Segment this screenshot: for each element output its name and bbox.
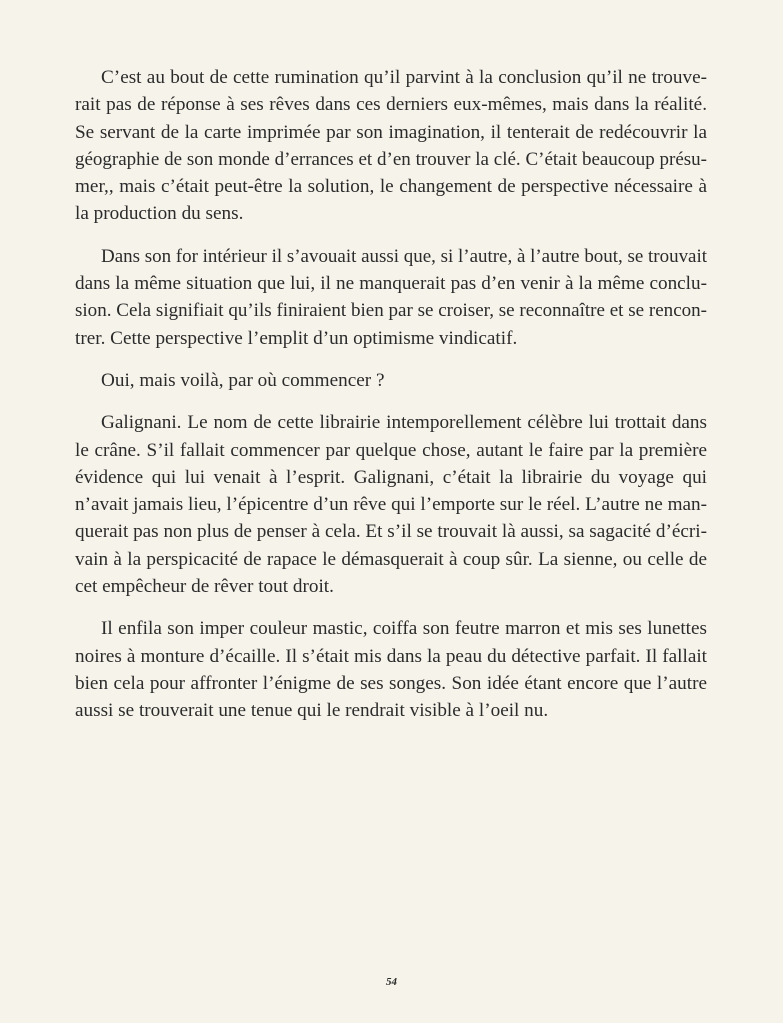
text-line: la production du sens. <box>75 203 244 225</box>
text-line: sion. Cela signifiait qu’ils finiraient bien par se croiser, se reconnaître et se rencon- <box>75 300 707 322</box>
text-line: dans la même situation que lui, il ne manquerait pas d’en venir à la même conclu- <box>75 273 707 295</box>
text-line: Oui, mais voilà, par où commencer ? <box>101 369 385 391</box>
paragraph-3 <box>75 367 707 394</box>
text-line: Il enfila son imper couleur mastic, coiffa son feutre marron et mis ses lunettes <box>101 618 707 640</box>
text-line: Se servant de la carte imprimée par son imagination, il tenterait de redécouvrir la <box>75 121 707 143</box>
text-line: Galignani. Le nom de cette librairie intemporellement célèbre lui trottait dans <box>101 412 707 434</box>
text-line: aussi se trouverait une tenue qui le rendrait visible à l’oeil nu. <box>75 700 549 722</box>
text-line: C’est au bout de cette rumination qu’il parvint à la conclusion qu’il ne trouve- <box>101 67 707 88</box>
text-line: Dans son for intérieur il s’avouait aussi que, si l’autre, à l’autre bout, se trouvait <box>101 245 707 267</box>
text-line: vain à la perspicacité de rapace le démasquerait à coup sûr. La sienne, ou celle de <box>75 548 707 570</box>
text-line: le crâne. S’il fallait commencer par quelque chose, autant le faire par la première <box>75 439 707 461</box>
text-line: évidence qui lui venait à l’esprit. Galignani, c’était la librairie du voyage qui <box>75 466 707 488</box>
text-line: n’avait jamais lieu, l’épicentre d’un rêve qui l’emporte sur le réel. L’autre ne man- <box>75 494 707 516</box>
paragraph-4 <box>75 409 707 600</box>
text-line: cet empêcheur de rêver tout droit. <box>75 576 334 598</box>
text-line: rait pas de réponse à ses rêves dans ces derniers eux-mêmes, mais dans la réalité. <box>75 94 707 116</box>
text-line: trer. Cette perspective l’emplit d’un optimisme vindicatif. <box>75 327 518 349</box>
body-text <box>75 64 707 725</box>
text-line: querait pas non plus de penser à cela. Et s’il se trouvait là aussi, sa sagacité d’écri- <box>75 521 707 543</box>
paragraph-5 <box>75 615 707 724</box>
text-line: bien cela pour affronter l’énigme de ses songes. Son idée étant encore que l’autre <box>75 672 707 694</box>
paragraph-1 <box>75 64 707 228</box>
text-line: géographie de son monde d’errances et d’en trouver la clé. C’était beaucoup présu- <box>75 148 707 170</box>
text-line: mer,, mais c’était peut-être la solution, le changement de perspective nécessaire à <box>75 176 707 198</box>
paragraph-2 <box>75 243 707 352</box>
text-line: noires à monture d’écaille. Il s’était mis dans la peau du détective parfait. Il fallait <box>75 645 707 667</box>
page-number: 54 <box>386 976 397 988</box>
